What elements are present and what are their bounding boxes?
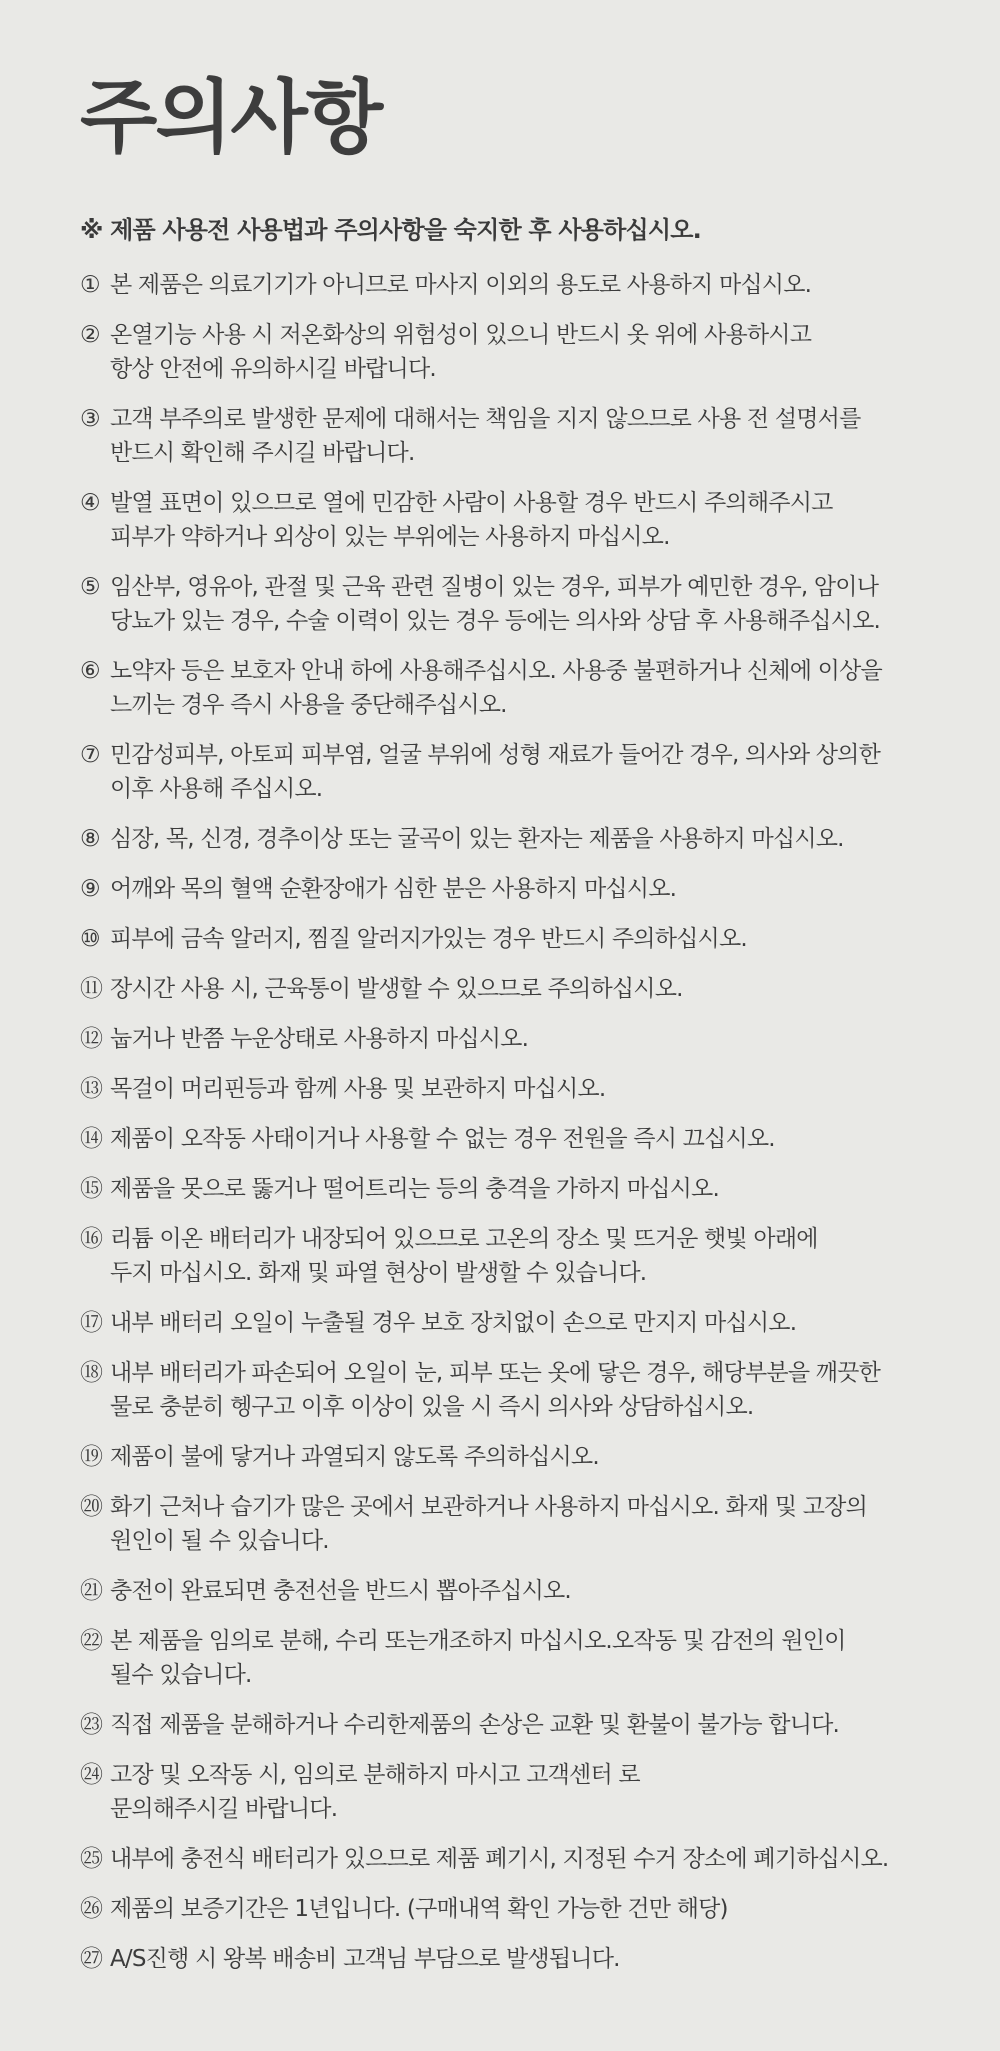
- caution-item-number: ㉑: [80, 1577, 103, 1604]
- caution-item-text: [110, 1356, 940, 1424]
- caution-item-line: 제품을 못으로 뚫거나 떨어트리는 등의 충격을 가하지 마십시오.: [110, 1175, 719, 1202]
- caution-item-line: 당뇨가 있는 경우, 수술 이력이 있는 경우 등에는 의사와 상담 후 사용해주십시오.: [110, 607, 881, 634]
- caution-item: [80, 654, 940, 722]
- caution-item-text: [110, 318, 940, 386]
- caution-item-text: [110, 822, 940, 856]
- caution-item-line: 온열기능 사용 시 저온화상의 위험성이 있으니 반드시 옷 위에 사용하시고: [110, 321, 812, 348]
- caution-item-text: [110, 1022, 940, 1056]
- caution-item-number: ㉗: [80, 1945, 103, 1972]
- caution-item: [80, 570, 940, 638]
- caution-item: [80, 872, 940, 906]
- caution-item-number: ⑭: [80, 1125, 103, 1152]
- caution-item: [80, 1222, 940, 1290]
- caution-item-line: 발열 표면이 있으므로 열에 민감한 사람이 사용할 경우 반드시 주의해주시고: [110, 489, 833, 516]
- caution-item: [80, 1624, 940, 1692]
- caution-item-line: 피부에 금속 알러지, 찜질 알러지가있는 경우 반드시 주의하십시오.: [110, 925, 747, 952]
- caution-item-number: ⑤: [80, 573, 100, 600]
- caution-item: [80, 1758, 940, 1826]
- caution-item: [80, 1892, 940, 1926]
- caution-item-line: 두지 마십시오. 화재 및 파열 현상이 발생할 수 있습니다.: [110, 1259, 647, 1286]
- caution-item-number: ㉒: [80, 1627, 103, 1654]
- caution-item-line: 민감성피부, 아토피 피부염, 얼굴 부위에 성형 재료가 들어간 경우, 의사와 상의한: [110, 741, 881, 768]
- caution-item-number: ②: [80, 321, 100, 348]
- caution-item-line: 항상 안전에 유의하시길 바랍니다.: [110, 355, 436, 382]
- caution-item-text: [110, 1758, 940, 1826]
- caution-item-number: ⑧: [80, 825, 100, 852]
- caution-item-line: 본 제품은 의료기기가 아니므로 마사지 이외의 용도로 사용하지 마십시오.: [110, 271, 812, 298]
- caution-item-text: [110, 1574, 940, 1608]
- caution-item-line: 물로 충분히 헹구고 이후 이상이 있을 시 즉시 의사와 상담하십시오.: [110, 1393, 754, 1420]
- caution-item-number: ①: [80, 271, 100, 298]
- caution-item-text: [110, 972, 940, 1006]
- caution-item-line: 제품이 오작동 사태이거나 사용할 수 없는 경우 전원을 즉시 끄십시오.: [110, 1125, 775, 1152]
- caution-item: [80, 1842, 940, 1876]
- caution-item-line: 임산부, 영유아, 관절 및 근육 관련 질병이 있는 경우, 피부가 예민한 경우, 암이나: [110, 573, 879, 600]
- caution-item-line: 본 제품을 임의로 분해, 수리 또는개조하지 마십시오.오작동 및 감전의 원인이: [110, 1627, 846, 1654]
- caution-item-line: 리튬 이온 배터리가 내장되어 있으므로 고온의 장소 및 뜨거운 햇빛 아래에: [110, 1225, 818, 1252]
- caution-item-line: 직접 제품을 분해하거나 수리한제품의 손상은 교환 및 환불이 불가능 합니다.: [110, 1711, 840, 1738]
- caution-item-line: 될수 있습니다.: [110, 1661, 252, 1688]
- caution-item-text: [110, 486, 940, 554]
- caution-item-text: [110, 1122, 940, 1156]
- caution-item-number: ㉔: [80, 1761, 103, 1788]
- caution-item: [80, 402, 940, 470]
- caution-item-number: ⑳: [80, 1493, 103, 1520]
- caution-item-line: 원인이 될 수 있습니다.: [110, 1527, 329, 1554]
- caution-item: [80, 268, 940, 302]
- caution-item-number: ⑰: [80, 1309, 103, 1336]
- caution-item: [80, 972, 940, 1006]
- caution-item: [80, 1356, 940, 1424]
- caution-item-number: ⑮: [80, 1175, 103, 1202]
- caution-item-number: ⑨: [80, 875, 100, 902]
- caution-item-text: [110, 1942, 940, 1976]
- caution-item: [80, 1172, 940, 1206]
- caution-item-text: [110, 1624, 940, 1692]
- caution-item-line: 내부 배터리가 파손되어 오일이 눈, 피부 또는 옷에 닿은 경우, 해당부분을 깨끗한: [110, 1359, 881, 1386]
- caution-item-number: ⑦: [80, 741, 100, 768]
- caution-item-line: 노약자 등은 보호자 안내 하에 사용해주십시오. 사용중 불편하거나 신체에 이상을: [110, 657, 882, 684]
- caution-item-text: [110, 1490, 940, 1558]
- caution-item-text: [110, 1842, 940, 1876]
- caution-item-number: ⑫: [80, 1025, 103, 1052]
- caution-item-text: [110, 1708, 940, 1742]
- caution-item-number: ⑩: [80, 925, 100, 952]
- caution-item-text: [110, 1440, 940, 1474]
- caution-item-line: 장시간 사용 시, 근육통이 발생할 수 있으므로 주의하십시오.: [110, 975, 683, 1002]
- caution-item-text: [110, 1222, 940, 1290]
- caution-item-text: [110, 922, 940, 956]
- caution-item-text: [110, 1892, 940, 1926]
- caution-item-text: [110, 654, 940, 722]
- caution-item-line: 고장 및 오작동 시, 임의로 분해하지 마시고 고객센터 로: [110, 1761, 640, 1788]
- caution-item-number: ㉕: [80, 1845, 103, 1872]
- caution-item-number: ⑱: [80, 1359, 103, 1386]
- caution-item-line: 내부에 충전식 배터리가 있으므로 제품 폐기시, 지정된 수거 장소에 폐기하십시오.: [110, 1845, 889, 1872]
- caution-item-number: ③: [80, 405, 100, 432]
- caution-item: [80, 1490, 940, 1558]
- caution-item-line: 반드시 확인해 주시길 바랍니다.: [110, 439, 415, 466]
- caution-item-line: 심장, 목, 신경, 경추이상 또는 굴곡이 있는 환자는 제품을 사용하지 마십시오.: [110, 825, 844, 852]
- caution-item-line: 화기 근처나 습기가 많은 곳에서 보관하거나 사용하지 마십시오. 화재 및 고장의: [110, 1493, 867, 1520]
- caution-item-line: 고객 부주의로 발생한 문제에 대해서는 책임을 지지 않으므로 사용 전 설명서를: [110, 405, 861, 432]
- caution-item-number: ㉓: [80, 1711, 103, 1738]
- caution-item-text: [110, 570, 940, 638]
- caution-item: [80, 1440, 940, 1474]
- caution-item-line: 이후 사용해 주십시오.: [110, 775, 323, 802]
- caution-item: [80, 822, 940, 856]
- caution-item: [80, 1708, 940, 1742]
- intro-note: ※ 제품 사용전 사용법과 주의사항을 숙지한 후 사용하십시오.: [80, 216, 701, 244]
- caution-item-line: 제품의 보증기간은 1년입니다. (구매내역 확인 가능한 건만 해당): [110, 1895, 728, 1922]
- caution-item-number: ⑲: [80, 1443, 103, 1470]
- caution-item-text: [110, 1172, 940, 1206]
- caution-item: [80, 1072, 940, 1106]
- caution-item-line: 충전이 완료되면 충전선을 반드시 뽑아주십시오.: [110, 1577, 571, 1604]
- caution-item: [80, 1022, 940, 1056]
- caution-item-line: 느끼는 경우 즉시 사용을 중단해주십시오.: [110, 691, 507, 718]
- caution-item-number: ④: [80, 489, 100, 516]
- caution-list: [80, 268, 940, 1976]
- caution-item-line: 목걸이 머리핀등과 함께 사용 및 보관하지 마십시오.: [110, 1075, 606, 1102]
- caution-item-number: ㉖: [80, 1895, 103, 1922]
- caution-item-line: 눕거나 반쯤 누운상태로 사용하지 마십시오.: [110, 1025, 529, 1052]
- caution-item-text: [110, 1072, 940, 1106]
- caution-item-number: ⑯: [80, 1225, 103, 1252]
- page-title: 주의사항: [80, 71, 382, 164]
- caution-item-number: ⑥: [80, 657, 100, 684]
- caution-item: [80, 1306, 940, 1340]
- caution-item-number: ⑬: [80, 1075, 103, 1102]
- caution-item-number: ⑪: [80, 975, 103, 1002]
- caution-item-text: [110, 268, 940, 302]
- caution-item: [80, 922, 940, 956]
- caution-item-line: 내부 배터리 오일이 누출될 경우 보호 장치없이 손으로 만지지 마십시오.: [110, 1309, 797, 1336]
- caution-item-line: 피부가 약하거나 외상이 있는 부위에는 사용하지 마십시오.: [110, 523, 670, 550]
- caution-item-line: 어깨와 목의 혈액 순환장애가 심한 분은 사용하지 마십시오.: [110, 875, 677, 902]
- caution-item-line: 제품이 불에 닿거나 과열되지 않도록 주의하십시오.: [110, 1443, 599, 1470]
- caution-item: [80, 318, 940, 386]
- caution-item-line: 문의해주시길 바랍니다.: [110, 1795, 338, 1822]
- caution-item-text: [110, 738, 940, 806]
- caution-item-text: [110, 402, 940, 470]
- caution-item: [80, 738, 940, 806]
- caution-item: [80, 1942, 940, 1976]
- caution-item-text: [110, 872, 940, 906]
- caution-item: [80, 1122, 940, 1156]
- caution-item: [80, 1574, 940, 1608]
- caution-item-text: [110, 1306, 940, 1340]
- caution-item: [80, 486, 940, 554]
- caution-item-line: A/S진행 시 왕복 배송비 고객님 부담으로 발생됩니다.: [110, 1945, 620, 1972]
